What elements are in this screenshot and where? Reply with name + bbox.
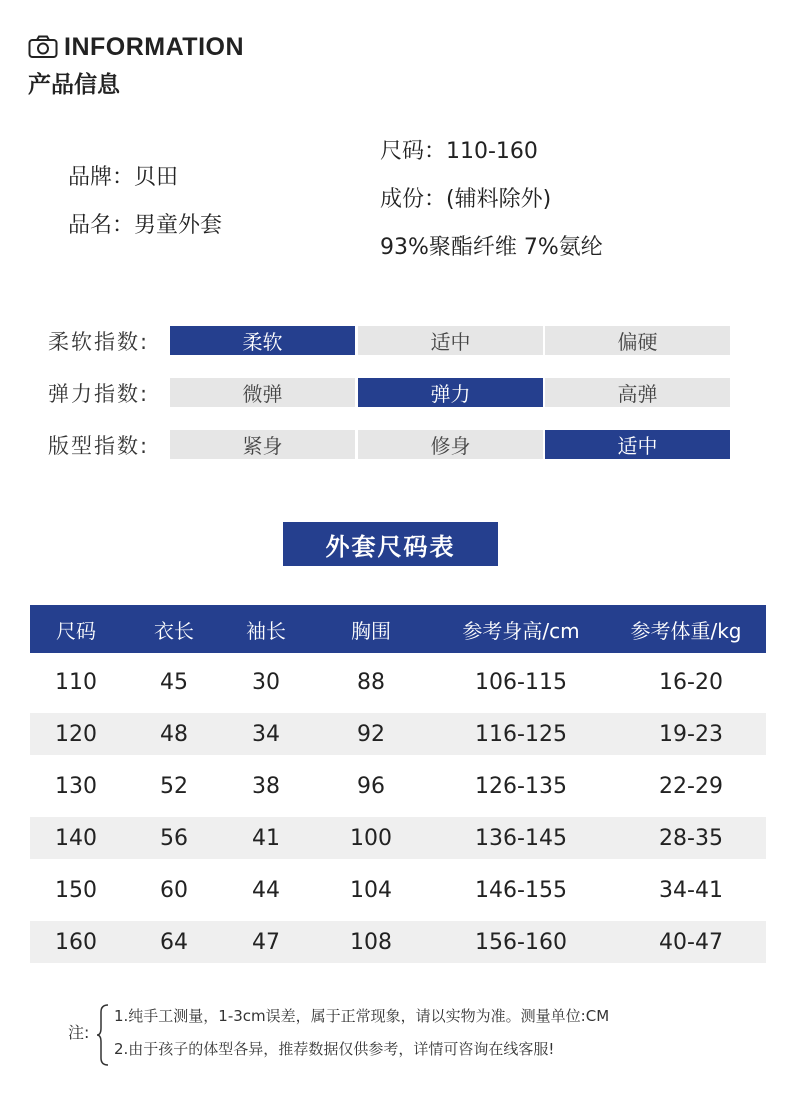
cell-sleeve: 38 <box>252 773 280 799</box>
table-row <box>30 817 766 859</box>
cell-length: 60 <box>160 877 188 903</box>
info-header <box>28 30 244 64</box>
softness-option-soft: 柔软 <box>170 326 355 355</box>
header-size: 尺码 <box>56 618 96 643</box>
size-chart-title: 外套尺码表 <box>283 522 498 566</box>
cell-sleeve: 47 <box>252 929 280 955</box>
size-table-header <box>30 605 766 653</box>
cell-chest: 100 <box>350 825 392 851</box>
table-row <box>30 661 766 703</box>
cell-weight: 19-23 <box>659 721 723 747</box>
cell-length: 48 <box>160 721 188 747</box>
cell-weight: 16-20 <box>659 669 723 695</box>
cell-chest: 96 <box>357 773 385 799</box>
table-row <box>30 921 766 963</box>
header-title-en: INFORMATION <box>64 32 245 61</box>
elasticity-option-high: 高弹 <box>545 378 730 407</box>
camera-icon <box>28 35 58 59</box>
note-item-2: 2.由于孩子的体型各异，推荐数据仅供参考，详情可咨询在线客服! <box>114 1040 555 1058</box>
cell-length: 56 <box>160 825 188 851</box>
cell-length: 45 <box>160 669 188 695</box>
cell-height: 146-155 <box>475 877 567 903</box>
product-size: 尺码：110-160 <box>380 139 538 164</box>
cell-weight: 22-29 <box>659 773 723 799</box>
cell-size: 130 <box>55 773 97 799</box>
cell-size: 120 <box>55 721 97 747</box>
table-row <box>30 869 766 911</box>
header-length: 衣长 <box>154 618 194 643</box>
softness-index-label: 柔软指数: <box>48 330 150 354</box>
cell-length: 64 <box>160 929 188 955</box>
cell-weight: 28-35 <box>659 825 723 851</box>
cell-size: 110 <box>55 669 97 695</box>
note-item-1: 1.纯手工测量，1-3cm误差，属于正常现象，请以实物为准。测量单位:CM <box>114 1007 610 1025</box>
cell-sleeve: 30 <box>252 669 280 695</box>
notes-label: 注: <box>68 1023 90 1042</box>
cell-size: 150 <box>55 877 97 903</box>
cell-height: 106-115 <box>475 669 567 695</box>
fit-option-tight: 紧身 <box>170 430 355 459</box>
cell-weight: 34-41 <box>659 877 723 903</box>
cell-chest: 108 <box>350 929 392 955</box>
cell-size: 140 <box>55 825 97 851</box>
header-height: 参考身高/cm <box>462 618 580 643</box>
cell-height: 156-160 <box>475 929 567 955</box>
cell-chest: 88 <box>357 669 385 695</box>
fit-option-regular: 适中 <box>545 430 730 459</box>
fit-index-label: 版型指数: <box>48 434 150 458</box>
softness-option-hard: 偏硬 <box>545 326 730 355</box>
header-weight: 参考体重/kg <box>630 618 742 643</box>
cell-chest: 104 <box>350 877 392 903</box>
cell-sleeve: 41 <box>252 825 280 851</box>
elasticity-option-stretch: 弹力 <box>358 378 543 407</box>
cell-weight: 40-47 <box>659 929 723 955</box>
header-title-cn: 产品信息 <box>28 72 120 98</box>
header-chest: 胸围 <box>351 618 391 643</box>
table-row <box>30 713 766 755</box>
product-name: 品名：男童外套 <box>68 213 223 238</box>
product-composition-label: 成份：(辅料除外) <box>380 187 552 212</box>
product-brand: 品牌：贝田 <box>68 165 179 190</box>
fit-option-slim: 修身 <box>358 430 543 459</box>
table-row <box>30 765 766 807</box>
cell-chest: 92 <box>357 721 385 747</box>
brace-icon <box>96 1004 110 1066</box>
softness-option-medium: 适中 <box>358 326 543 355</box>
cell-height: 116-125 <box>475 721 567 747</box>
elasticity-option-slight: 微弹 <box>170 378 355 407</box>
elasticity-index-label: 弹力指数: <box>48 382 150 406</box>
cell-sleeve: 44 <box>252 877 280 903</box>
cell-sleeve: 34 <box>252 721 280 747</box>
cell-size: 160 <box>55 929 97 955</box>
cell-length: 52 <box>160 773 188 799</box>
cell-height: 136-145 <box>475 825 567 851</box>
product-composition-value: 93%聚酯纤维 7%氨纶 <box>380 235 603 260</box>
header-sleeve: 袖长 <box>246 618 286 643</box>
cell-height: 126-135 <box>475 773 567 799</box>
